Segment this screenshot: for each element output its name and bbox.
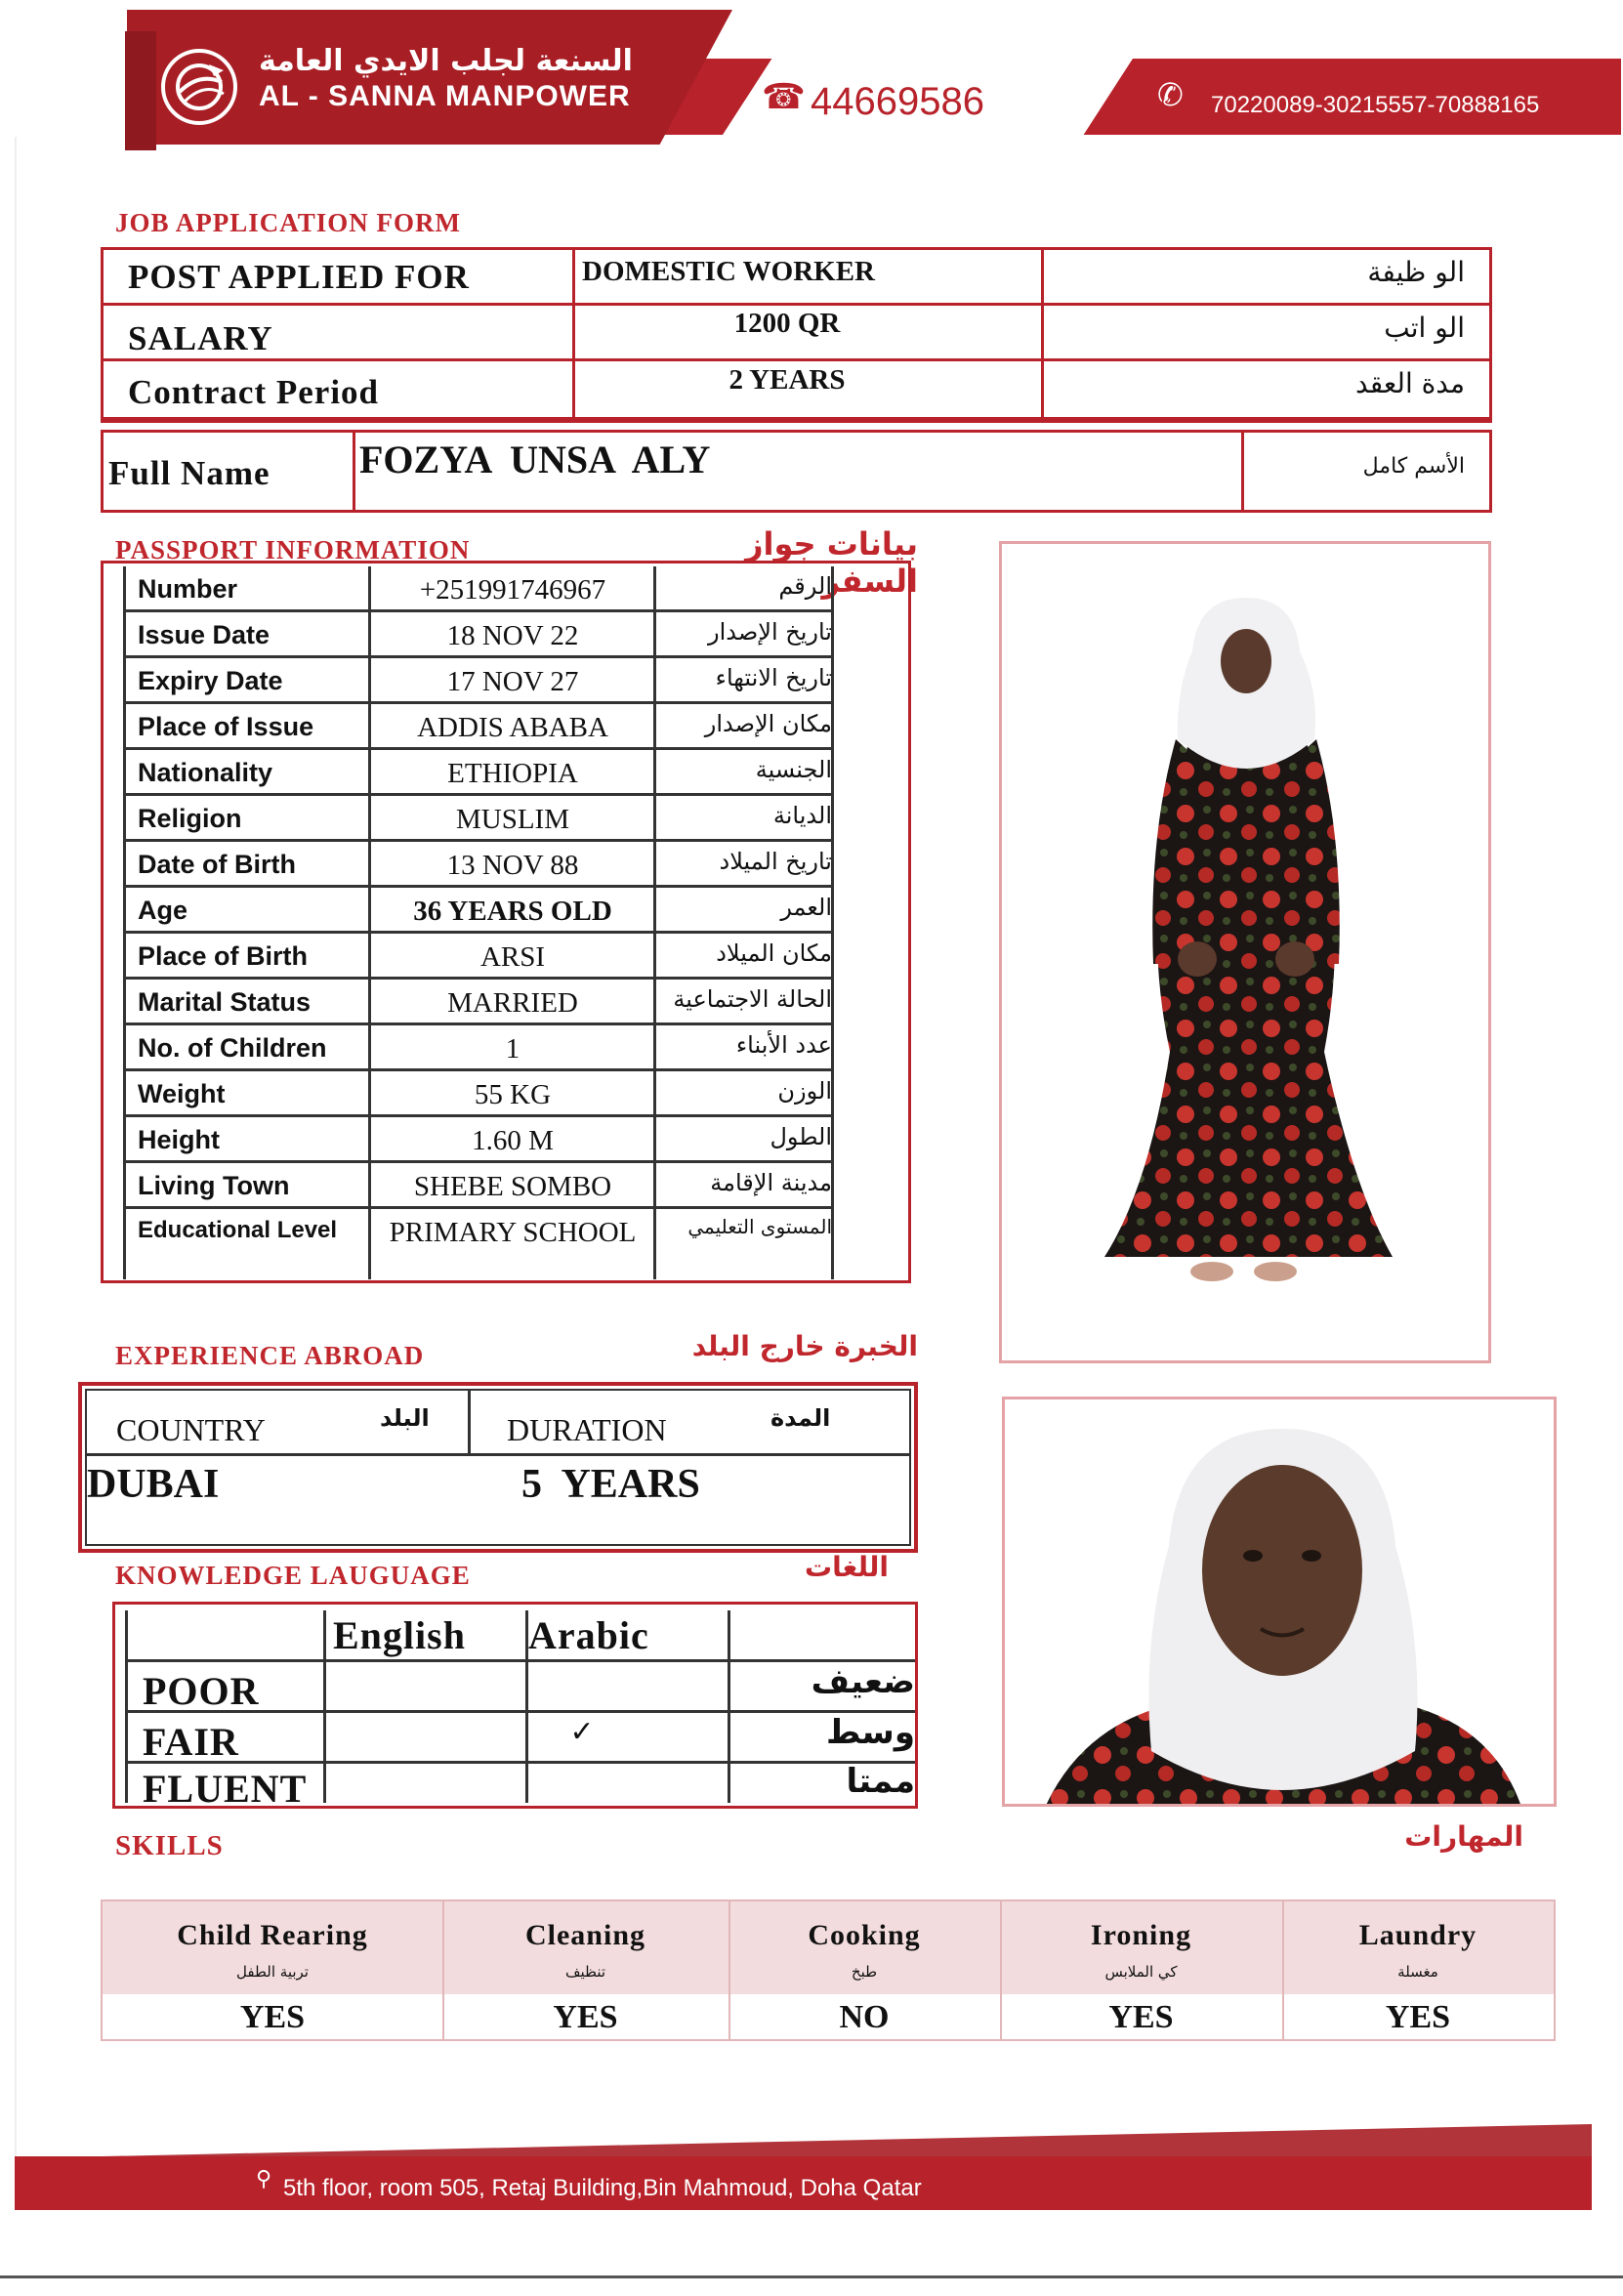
skills-divider xyxy=(1000,1901,1002,2039)
passport-field-value: MARRIED xyxy=(447,987,578,1019)
company-logo xyxy=(161,49,237,125)
skill-arabic: تربية الطفل xyxy=(236,1963,309,1981)
skill-arabic: طبخ xyxy=(851,1963,878,1981)
skill-arabic: تنظيف xyxy=(564,1963,606,1981)
passport-row xyxy=(126,1209,831,1260)
passport-rows xyxy=(123,566,834,1279)
skills-divider xyxy=(442,1901,444,2039)
experience-title-arabic: الخبرة خارج البلد xyxy=(691,1330,918,1362)
passport-field-label: Educational Level xyxy=(138,1217,338,1243)
passport-field-arabic: المستوى التعليمي xyxy=(687,1215,832,1238)
job-table xyxy=(101,247,1492,423)
passport-field-value: PRIMARY SCHOOL xyxy=(389,1217,637,1248)
skill-value: YES xyxy=(1385,1999,1451,2035)
duration-arabic: المدة xyxy=(770,1404,831,1432)
passport-field-label: Weight xyxy=(138,1079,226,1108)
skill-value: YES xyxy=(239,1999,306,2035)
languages-divider xyxy=(525,1610,528,1803)
full-name-label: Full Name xyxy=(108,454,270,492)
level-label: FLUENT xyxy=(143,1767,308,1811)
header-left-block xyxy=(15,59,127,135)
passport-field-label: Issue Date xyxy=(138,620,270,649)
skills-table xyxy=(101,1899,1556,2041)
passport-field-label: Age xyxy=(138,896,188,925)
passport-row xyxy=(126,704,831,750)
passport-row xyxy=(126,934,831,980)
portrait-photo xyxy=(1002,1397,1557,1807)
experience-title: EXPERIENCE ABROAD xyxy=(115,1341,425,1370)
country-label: COUNTRY xyxy=(116,1412,266,1447)
post-value: DOMESTIC WORKER xyxy=(582,256,875,287)
job-divider xyxy=(572,250,575,420)
languages-title: KNOWLEDGE LAUGUAGE xyxy=(115,1561,471,1590)
passport-field-value: 55 KG xyxy=(474,1079,552,1110)
passport-field-value: 1.60 M xyxy=(472,1125,554,1156)
languages-divider xyxy=(323,1610,326,1803)
passport-field-value: ETHIOPIA xyxy=(447,758,578,789)
language-row-fluent xyxy=(128,1764,915,1810)
arabic-mark: ✓ xyxy=(569,1715,595,1749)
skill-value: YES xyxy=(553,1999,618,2035)
experience-header-line xyxy=(87,1453,909,1456)
phone-icon: ☎ xyxy=(762,77,806,116)
passport-field-label: Date of Birth xyxy=(138,850,296,879)
passport-field-label: Number xyxy=(138,574,238,604)
passport-row xyxy=(126,980,831,1025)
col-english: English xyxy=(333,1613,466,1657)
salary-label: SALARY xyxy=(128,319,273,357)
country-arabic: البلد xyxy=(380,1404,430,1432)
passport-field-arabic: تاريخ الانتهاء xyxy=(715,664,832,691)
skill-cleaning xyxy=(442,1901,728,2039)
footer-accent xyxy=(15,2124,1592,2158)
experience-divider xyxy=(468,1391,471,1453)
passport-title: PASSPORT INFORMATION xyxy=(115,535,471,564)
passport-field-label: Marital Status xyxy=(138,987,312,1017)
experience-inner xyxy=(85,1389,911,1546)
skills-divider xyxy=(728,1901,730,2039)
col-arabic: Arabic xyxy=(528,1613,649,1657)
passport-row xyxy=(126,888,831,934)
form-title: JOB APPLICATION FORM xyxy=(115,208,462,237)
passport-field-value: SHEBE SOMBO xyxy=(413,1171,612,1202)
post-label: POST APPLIED FOR xyxy=(128,258,470,296)
languages-divider xyxy=(728,1610,730,1803)
skill-value: NO xyxy=(839,1999,890,2035)
job-divider xyxy=(1041,250,1044,420)
name-divider xyxy=(1241,433,1244,510)
passport-field-arabic: الديانة xyxy=(772,802,832,829)
full-name-value: FOZYA UNSA ALY xyxy=(359,438,711,481)
skills-title-arabic: المهارات xyxy=(1404,1820,1523,1853)
passport-field-arabic: تاريخ الميلاد xyxy=(719,848,832,875)
passport-field-value: 18 NOV 22 xyxy=(446,620,579,651)
level-label: FAIR xyxy=(143,1720,239,1764)
passport-row xyxy=(126,566,831,612)
passport-table xyxy=(101,561,911,1283)
passport-row xyxy=(126,658,831,704)
passport-row xyxy=(126,1163,831,1209)
contract-label: Contract Period xyxy=(128,373,380,411)
passport-field-arabic: مدينة الإقامة xyxy=(710,1169,832,1196)
skill-name: Laundry xyxy=(1358,1919,1477,1951)
experience-country: DUBAI xyxy=(87,1462,220,1507)
languages-table xyxy=(112,1602,918,1809)
passport-title-arabic: بيانات جواز السفر xyxy=(745,525,918,600)
skill-name: Cleaning xyxy=(524,1919,646,1951)
full-name-arabic: الأسم كامل xyxy=(1362,454,1465,479)
skill-name: Child Rearing xyxy=(177,1919,368,1951)
skill-arabic: كي الملابس xyxy=(1104,1963,1178,1981)
passport-field-label: Living Town xyxy=(138,1171,290,1200)
skills-divider xyxy=(1282,1901,1284,2039)
passport-field-value: +251991746967 xyxy=(419,574,606,605)
mobile-numbers: 70220089-30215557-70888165 xyxy=(1211,92,1540,118)
full-body-photo xyxy=(999,541,1491,1363)
passport-field-arabic: الرقم xyxy=(778,572,832,600)
experience-table xyxy=(78,1382,918,1553)
level-arabic: ضعيف xyxy=(811,1662,915,1701)
passport-field-label: Height xyxy=(138,1125,220,1154)
passport-field-arabic: عدد الأبناء xyxy=(735,1031,832,1059)
job-row-contract xyxy=(104,361,1489,420)
salary-arabic: الو اتب xyxy=(1384,312,1465,344)
footer-address: 5th floor, room 505, Retaj Building,Bin Mahmoud, Doha Qatar xyxy=(283,2175,922,2201)
languages-header-row xyxy=(128,1610,915,1662)
skills-title: SKILLS xyxy=(115,1830,224,1861)
passport-field-arabic: مكان الميلاد xyxy=(716,939,832,967)
skill-ironing xyxy=(1000,1901,1282,2039)
contract-value: 2 YEARS xyxy=(728,364,846,396)
skill-name: Cooking xyxy=(808,1919,921,1951)
full-name-table xyxy=(101,430,1492,513)
company-name-english: AL - SANNA MANPOWER xyxy=(259,80,631,112)
job-row-post xyxy=(104,250,1489,306)
passport-field-label: Nationality xyxy=(138,758,273,787)
skill-name: Ironing xyxy=(1090,1919,1192,1951)
passport-field-value: 36 YEARS OLD xyxy=(413,896,612,927)
passport-field-label: Expiry Date xyxy=(138,666,283,695)
passport-field-label: Place of Issue xyxy=(138,712,314,741)
passport-field-label: No. of Children xyxy=(138,1033,327,1063)
passport-field-value: MUSLIM xyxy=(455,804,569,835)
level-label: POOR xyxy=(143,1669,260,1713)
passport-field-value: ARSI xyxy=(479,941,546,973)
passport-field-label: Place of Birth xyxy=(138,941,309,971)
post-arabic: الو ظيفة xyxy=(1367,256,1465,288)
skill-value: YES xyxy=(1108,1999,1174,2035)
job-row-salary xyxy=(104,306,1489,361)
skill-arabic: مغسلة xyxy=(1397,1963,1438,1981)
passport-row xyxy=(126,842,831,888)
duration-label: DURATION xyxy=(507,1412,667,1447)
languages-inner xyxy=(125,1610,915,1811)
location-pin-icon: ⚲ xyxy=(256,2166,272,2191)
experience-duration: 5 YEARS xyxy=(521,1462,700,1507)
salary-value: 1200 QR xyxy=(733,308,841,339)
passport-row xyxy=(126,1025,831,1071)
passport-field-arabic: الحالة الاجتماعية xyxy=(673,985,832,1013)
phone-number: 44669586 xyxy=(811,80,984,123)
passport-field-value: 17 NOV 27 xyxy=(446,666,579,697)
page-border xyxy=(15,137,17,2178)
passport-field-label: Religion xyxy=(138,804,242,833)
passport-field-arabic: العمر xyxy=(780,894,832,921)
language-row-poor xyxy=(128,1662,915,1713)
passport-field-value: 13 NOV 88 xyxy=(446,850,579,881)
level-arabic: ممتا xyxy=(846,1762,915,1801)
passport-row xyxy=(126,750,831,796)
bottom-rule xyxy=(0,2275,1623,2278)
skill-laundry xyxy=(1282,1901,1554,2039)
languages-title-arabic: اللغات xyxy=(805,1551,889,1583)
passport-row xyxy=(126,1071,831,1117)
passport-field-value: 1 xyxy=(505,1033,520,1065)
skill-cooking xyxy=(728,1901,1000,2039)
passport-row xyxy=(126,1117,831,1163)
contract-arabic: مدة العقد xyxy=(1355,367,1465,399)
passport-field-arabic: الطول xyxy=(770,1123,832,1150)
language-row-fair xyxy=(128,1713,915,1764)
passport-field-value: ADDIS ABABA xyxy=(417,712,608,743)
passport-row xyxy=(126,612,831,658)
passport-row xyxy=(126,796,831,842)
skill-child-rearing xyxy=(103,1901,442,2039)
level-arabic: وسط xyxy=(826,1713,915,1752)
name-divider xyxy=(353,433,355,510)
mobile-icon: ✆ xyxy=(1157,77,1184,112)
passport-field-arabic: الوزن xyxy=(777,1077,832,1105)
passport-field-arabic: مكان الإصدار xyxy=(704,710,832,737)
header-accent xyxy=(125,31,156,150)
passport-field-arabic: الجنسية xyxy=(755,756,832,783)
passport-field-arabic: تاريخ الإصدار xyxy=(708,618,832,646)
company-name-arabic: السنعة لجلب الايدي العامة xyxy=(259,44,633,78)
